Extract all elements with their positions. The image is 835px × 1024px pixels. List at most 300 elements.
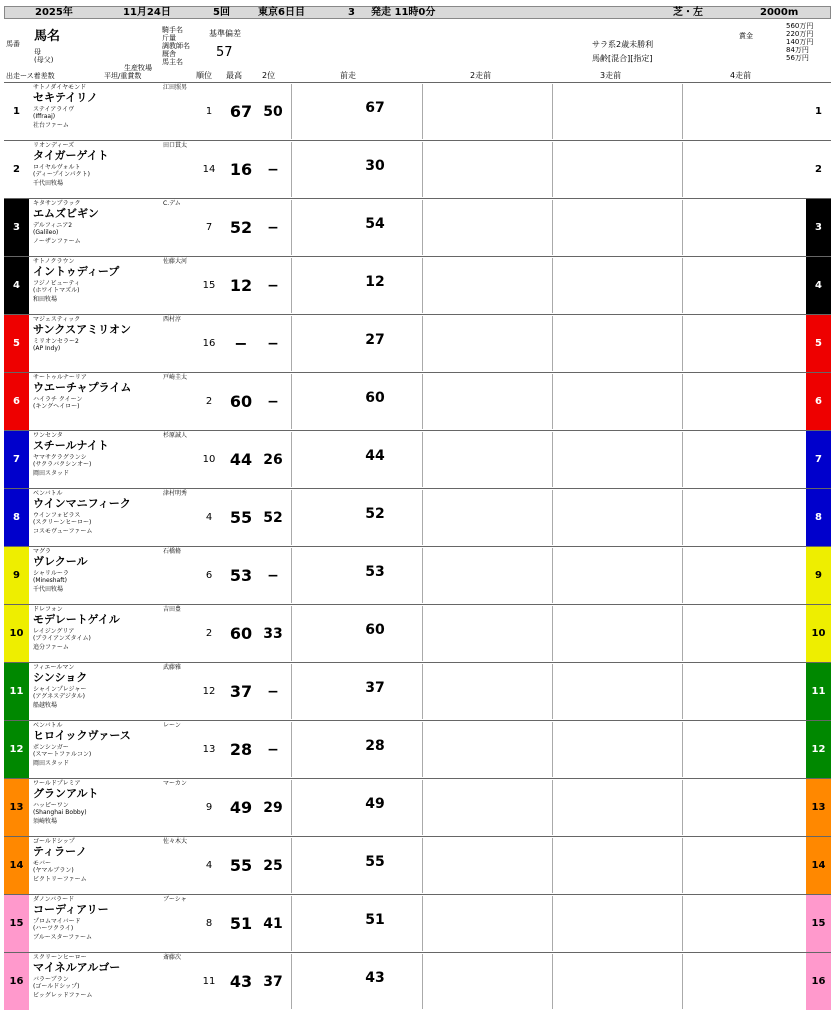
dam-name: ミリオンセラー2 (33, 338, 79, 345)
gate-rank: 13 (202, 744, 216, 755)
horse-row[interactable] (4, 372, 831, 429)
horse-info (31, 837, 191, 894)
prize-4: 84万円 (786, 46, 809, 54)
race-prev-2 (422, 954, 552, 1009)
horse-number-right: 15 (806, 895, 831, 952)
best-index: 52 (229, 218, 253, 237)
owner-name: 船越牧場 (33, 702, 58, 709)
race-prev-4 (682, 374, 804, 429)
horse-name[interactable]: シンショク (33, 671, 88, 684)
horse-info (31, 605, 191, 662)
gate-rank: 2 (205, 396, 213, 407)
horse-name[interactable]: スチールナイト (33, 439, 109, 452)
jockey-name: 佐々木大 (163, 838, 188, 845)
bms-name: (Shanghai Bobby) (33, 809, 87, 816)
owner-name: 岡田スタッド (33, 760, 70, 767)
sire-name: フィエールマン (33, 664, 75, 671)
race-prev-4 (682, 258, 804, 313)
gate-rank: 2 (205, 628, 213, 639)
horse-name[interactable]: コーディアリー (33, 903, 109, 916)
race-prev-3 (552, 954, 682, 1009)
race-prev-3 (552, 258, 682, 313)
horse-number: 2 (4, 141, 29, 198)
race-prev-2 (422, 432, 552, 487)
sire-name: ダノンバラード (33, 896, 75, 903)
race-prev-4 (682, 84, 804, 139)
race-prev-1 (291, 548, 421, 603)
bms-name: (サクラバクシンオー) (33, 461, 92, 468)
horse-number-right: 4 (806, 257, 831, 314)
bms-name: (ゴールドシップ) (33, 983, 80, 990)
gate-rank: 14 (202, 164, 216, 175)
owner-name: 社台ファーム (33, 122, 69, 129)
race-prev-2 (422, 258, 552, 313)
bms-name: (ヤマルブラン) (33, 867, 74, 874)
owner-name: 須崎牧場 (33, 818, 58, 825)
sire-name: ワンセンタ (33, 432, 63, 439)
best-index: 53 (229, 566, 253, 585)
horse-number-right: 7 (806, 431, 831, 488)
race-prev-3 (552, 142, 682, 197)
col-jockey: 騎手名 (162, 26, 183, 34)
col-breeder: 生産牧場 (124, 64, 152, 72)
owner-name: 追分ファーム (33, 644, 69, 651)
race-prev-1 (291, 316, 421, 371)
best-index: 55 (229, 508, 253, 527)
gate-rank: 11 (202, 976, 216, 987)
jockey-name: C.デム (163, 200, 181, 207)
race-prev-1 (291, 84, 421, 139)
dam-name: ウインフォビラス (33, 512, 81, 519)
horse-info (31, 663, 191, 720)
horse-name[interactable]: セキテイリノ (33, 91, 98, 104)
owner-name: 千代田牧場 (33, 180, 64, 187)
horse-name[interactable]: マイネルアルゴー (33, 961, 121, 974)
horse-number: 16 (4, 953, 29, 1010)
race-prev-4 (682, 142, 804, 197)
dam-name: フジノビューティ (33, 280, 81, 287)
race-index: 67 (365, 100, 385, 116)
jockey-name: レーン (163, 722, 181, 729)
horse-info (31, 779, 191, 836)
horse-row[interactable] (4, 140, 831, 197)
horse-row[interactable] (4, 198, 831, 255)
prize-5: 56万円 (786, 54, 809, 62)
jockey-name: ブーシャ (163, 896, 187, 903)
best-index: 43 (229, 972, 253, 991)
sire-name: マグラ (33, 548, 52, 555)
race-prev-1 (291, 490, 421, 545)
best-index: 12 (229, 276, 253, 295)
race-prev-4 (682, 954, 804, 1009)
race-index: 28 (365, 738, 385, 754)
distance: 2000m (760, 7, 799, 18)
bms-name: (ブライアンズタイム) (33, 635, 91, 642)
horse-number: 7 (4, 431, 29, 488)
col-grade: 平坦/重賞数 (104, 72, 142, 80)
horse-name[interactable]: エムズビギン (33, 207, 99, 220)
owner-name: 和田牧場 (33, 296, 58, 303)
horse-info (31, 373, 191, 430)
race-index: 43 (365, 970, 385, 986)
horse-number-right: 16 (806, 953, 831, 1010)
owner-name: 千代田牧場 (33, 586, 64, 593)
horse-number: 3 (4, 199, 29, 256)
horse-name[interactable]: グランアルト (33, 787, 99, 800)
horse-info (31, 257, 191, 314)
col-race4: 4走前 (730, 71, 752, 80)
col-horse-name: 馬名 (34, 29, 61, 44)
race-prev-3 (552, 316, 682, 371)
race-index: 30 (365, 158, 385, 174)
race-index: 60 (365, 390, 385, 406)
dam-name: モバー (33, 860, 52, 867)
sire-name: リオンディーズ (33, 142, 75, 149)
race-prev-2 (422, 490, 552, 545)
horse-row[interactable] (4, 894, 831, 951)
second-index: 52 (263, 509, 283, 526)
sire-name: ベンバトル (33, 490, 63, 497)
race-prev-1 (291, 722, 421, 777)
horse-name[interactable]: サンクスアミリオン (33, 323, 132, 336)
col-second: 2位 (262, 71, 276, 80)
bms-name: (アグネスデジタル) (33, 693, 85, 700)
horse-number: 13 (4, 779, 29, 836)
best-index: 28 (229, 740, 253, 759)
sire-name: ワールドプレミア (33, 780, 81, 787)
jockey-name: 江田照男 (163, 84, 188, 91)
race-index: 27 (365, 332, 385, 348)
second-index: − (267, 567, 279, 584)
bms-name: (Galileo) (33, 229, 59, 236)
track: 芝・左 (673, 7, 703, 18)
race-prev-3 (552, 722, 682, 777)
horse-number: 5 (4, 315, 29, 372)
jockey-name: 戸崎圭太 (163, 374, 188, 381)
horse-name[interactable]: イントゥディープ (33, 265, 120, 278)
race-prev-2 (422, 780, 552, 835)
race-prev-2 (422, 200, 552, 255)
second-index: − (267, 335, 279, 352)
col-owner: 馬主名 (162, 58, 183, 66)
race-prev-4 (682, 432, 804, 487)
second-index: − (267, 393, 279, 410)
jockey-name: 武藤雅 (163, 664, 182, 671)
race-prev-3 (552, 548, 682, 603)
bms-name: (Mineshaft) (33, 577, 67, 584)
gate-rank: 9 (205, 802, 213, 813)
race-prev-2 (422, 548, 552, 603)
horse-row[interactable] (4, 546, 831, 603)
race-name: サラ系2歳未勝利 (592, 40, 654, 49)
race-prev-2 (422, 664, 552, 719)
sire-name: ドレフォン (33, 606, 63, 613)
year: 2025年 (35, 7, 73, 18)
horse-name[interactable]: ヴレクール (33, 555, 88, 568)
horse-info (31, 141, 191, 198)
horse-number-right: 12 (806, 721, 831, 778)
bms-name: (ホワイトマズル) (33, 287, 80, 294)
horse-number: 8 (4, 489, 29, 546)
horse-number: 15 (4, 895, 29, 952)
race-prev-1 (291, 258, 421, 313)
gate-rank: 16 (202, 338, 216, 349)
col-bms: (母父) (34, 56, 54, 64)
owner-name: ノーザンファーム (33, 238, 81, 245)
race-prev-4 (682, 200, 804, 255)
sire-name: サトノダイヤモンド (33, 84, 87, 91)
gate-rank: 4 (205, 512, 213, 523)
horse-name[interactable]: タイガーゲイト (33, 149, 109, 162)
race-number: 3 (348, 7, 355, 18)
dam-name: ヤマサクラグランシ (33, 454, 87, 461)
race-index: 60 (365, 622, 385, 638)
race-prev-2 (422, 722, 552, 777)
horse-info (31, 721, 191, 778)
prize-1: 560万円 (786, 22, 814, 30)
dam-name: ロイヤルヴォルト (33, 164, 81, 171)
sire-name: キタサンブラック (33, 200, 81, 207)
owner-name: ビクトリーファーム (33, 876, 87, 883)
best-index: 37 (229, 682, 253, 701)
horse-number: 6 (4, 373, 29, 430)
venue: 東京6日目 (258, 7, 305, 18)
horse-number: 10 (4, 605, 29, 662)
dam-name: プロムマイバード (33, 918, 81, 925)
second-index: 26 (263, 451, 283, 468)
std-value: 57 (216, 45, 233, 60)
owner-name: 岡田スタッド (33, 470, 70, 477)
gate-rank: 15 (202, 280, 216, 291)
horse-row[interactable] (4, 720, 831, 777)
horse-number: 9 (4, 547, 29, 604)
race-prev-1 (291, 838, 421, 893)
dam-name: ハイラチ クイーン (33, 396, 83, 403)
horse-number-right: 5 (806, 315, 831, 372)
horse-name[interactable]: ティラーノ (33, 845, 87, 858)
horse-number: 11 (4, 663, 29, 720)
race-index: 49 (365, 796, 385, 812)
race-prev-1 (291, 664, 421, 719)
second-index: 50 (263, 103, 283, 120)
horse-row[interactable] (4, 82, 831, 139)
best-index: 60 (229, 392, 253, 411)
horse-row[interactable] (4, 488, 831, 545)
race-prev-3 (552, 838, 682, 893)
race-prev-1 (291, 200, 421, 255)
best-index: 60 (229, 624, 253, 643)
race-prev-3 (552, 664, 682, 719)
sire-name: サトノクラウン (33, 258, 75, 265)
dam-name: デルフィニア2 (33, 222, 73, 229)
race-prev-3 (552, 780, 682, 835)
sire-name: マジェスティック (33, 316, 81, 323)
dam-name: ボンシンガー (33, 744, 69, 751)
race-prev-3 (552, 374, 682, 429)
col-trainer: 調教師名 (162, 42, 190, 50)
horse-number-right: 9 (806, 547, 831, 604)
race-prev-4 (682, 316, 804, 371)
horse-number: 4 (4, 257, 29, 314)
best-index: 51 (229, 914, 253, 933)
sire-name: スクリーンヒーロー (33, 954, 87, 961)
gate-rank: 1 (205, 106, 213, 117)
second-index: − (267, 741, 279, 758)
race-prev-1 (291, 954, 421, 1009)
col-starts: 出走ース着差数 (6, 72, 55, 80)
horse-number-right: 1 (806, 83, 831, 140)
race-prev-3 (552, 896, 682, 951)
col-race2: 2走前 (470, 71, 492, 80)
horse-row[interactable] (4, 836, 831, 893)
gate-rank: 7 (205, 222, 213, 233)
best-index: 16 (229, 160, 253, 179)
gate-rank: 4 (205, 860, 213, 871)
race-index: 55 (365, 854, 385, 870)
horse-number: 1 (4, 83, 29, 140)
jockey-name: 田口貫太 (163, 142, 188, 149)
second-index: 33 (263, 625, 283, 642)
race-prev-2 (422, 896, 552, 951)
best-index: 44 (229, 450, 253, 469)
race-header (4, 6, 831, 19)
col-umaban: 馬番 (6, 40, 20, 48)
horse-info (31, 489, 191, 546)
horse-number-right: 8 (806, 489, 831, 546)
race-index: 37 (365, 680, 385, 696)
race-prev-1 (291, 780, 421, 835)
horse-number: 14 (4, 837, 29, 894)
race-prev-3 (552, 84, 682, 139)
horse-info (31, 547, 191, 604)
race-prev-1 (291, 432, 421, 487)
race-index: 52 (365, 506, 385, 522)
horse-number-right: 3 (806, 199, 831, 256)
dam-name: シャインプレジャー (33, 686, 87, 693)
owner-name: ビッグレッドファーム (33, 992, 93, 999)
race-prev-4 (682, 896, 804, 951)
horse-info (31, 895, 191, 952)
second-index: − (267, 161, 279, 178)
race-index: 12 (365, 274, 385, 290)
race-index: 44 (365, 448, 385, 464)
gate-rank: 8 (205, 918, 213, 929)
horse-name[interactable]: ヒロイックヴァース (33, 729, 131, 742)
horse-number-right: 2 (806, 141, 831, 198)
prize-3: 140万円 (786, 38, 814, 46)
bms-name: (ディープインパクト) (33, 171, 90, 178)
second-index: − (267, 683, 279, 700)
race-prev-1 (291, 142, 421, 197)
date: 11月24日 (123, 7, 171, 18)
bms-name: (キングヘイロー) (33, 403, 80, 410)
bms-name: (ハーツクライ) (33, 925, 74, 932)
dam-name: シャリルーラ (33, 570, 69, 577)
kai: 5回 (213, 7, 230, 18)
jockey-name: 吉田豊 (163, 606, 182, 613)
gate-rank: 6 (205, 570, 213, 581)
col-gate: 順位 (196, 71, 212, 80)
jockey-name: 杉原誠人 (163, 432, 188, 439)
second-index: 25 (263, 857, 283, 874)
bms-name: (AP Indy) (33, 345, 61, 352)
dam-name: ハッピーワン (33, 802, 69, 809)
bms-name: (スマートファルコン) (33, 751, 92, 758)
owner-name: コスモヴューファーム (33, 528, 93, 535)
horse-number-right: 13 (806, 779, 831, 836)
jockey-name: マーカン (163, 780, 187, 787)
jockey-name: 佐藤大河 (163, 258, 188, 265)
col-race3: 3走前 (600, 71, 622, 80)
horse-info (31, 315, 191, 372)
bms-name: (Iffraaj) (33, 113, 56, 120)
horse-info (31, 199, 191, 256)
horse-row[interactable] (4, 256, 831, 313)
race-prev-3 (552, 200, 682, 255)
horse-row[interactable] (4, 952, 831, 1009)
horse-row[interactable] (4, 662, 831, 719)
col-race1: 前走 (340, 71, 356, 80)
horse-number-right: 6 (806, 373, 831, 430)
prize-label: 賞金 (739, 32, 753, 40)
horse-row[interactable] (4, 314, 831, 371)
second-index: 37 (263, 973, 283, 990)
race-prev-2 (422, 606, 552, 661)
bms-name: (スクリーンヒーロー) (33, 519, 92, 526)
std-label: 基準偏差 (209, 29, 241, 38)
second-index: − (267, 277, 279, 294)
dam-name: バラーブラン (33, 976, 69, 983)
best-index: 55 (229, 856, 253, 875)
col-dam: 母 (34, 48, 41, 56)
race-prev-3 (552, 490, 682, 545)
race-prev-3 (552, 606, 682, 661)
race-prev-4 (682, 838, 804, 893)
post-time: 発走 11時0分 (371, 7, 436, 18)
sire-name: ゴールドシップ (33, 838, 75, 845)
race-prev-2 (422, 84, 552, 139)
race-index: 54 (365, 216, 385, 232)
second-index: 41 (263, 915, 283, 932)
horse-name[interactable]: ウエーチャプライム (33, 381, 132, 394)
horse-row[interactable] (4, 778, 831, 835)
best-index: − (234, 334, 248, 353)
sire-name: サートゥルナーリア (33, 374, 87, 381)
race-prev-4 (682, 664, 804, 719)
owner-name: ブルースターファーム (33, 934, 93, 941)
gate-rank: 10 (202, 454, 216, 465)
second-index: − (267, 219, 279, 236)
horse-row[interactable] (4, 604, 831, 661)
jockey-name: 西村淳 (163, 316, 182, 323)
race-prev-4 (682, 548, 804, 603)
race-prev-3 (552, 432, 682, 487)
col-best: 最高 (226, 71, 242, 80)
horse-number: 12 (4, 721, 29, 778)
horse-number-right: 14 (806, 837, 831, 894)
race-prev-1 (291, 374, 421, 429)
race-index: 53 (365, 564, 385, 580)
horse-row[interactable] (4, 430, 831, 487)
horse-name[interactable]: ウインマニフィーク (33, 497, 131, 510)
legend-area (4, 20, 831, 82)
jockey-name: 石橋脩 (163, 548, 182, 555)
horse-name[interactable]: モデレートゲイル (33, 613, 120, 626)
race-prev-2 (422, 374, 552, 429)
dam-name: レイジングリア (33, 628, 75, 635)
race-prev-4 (682, 722, 804, 777)
race-prev-2 (422, 838, 552, 893)
